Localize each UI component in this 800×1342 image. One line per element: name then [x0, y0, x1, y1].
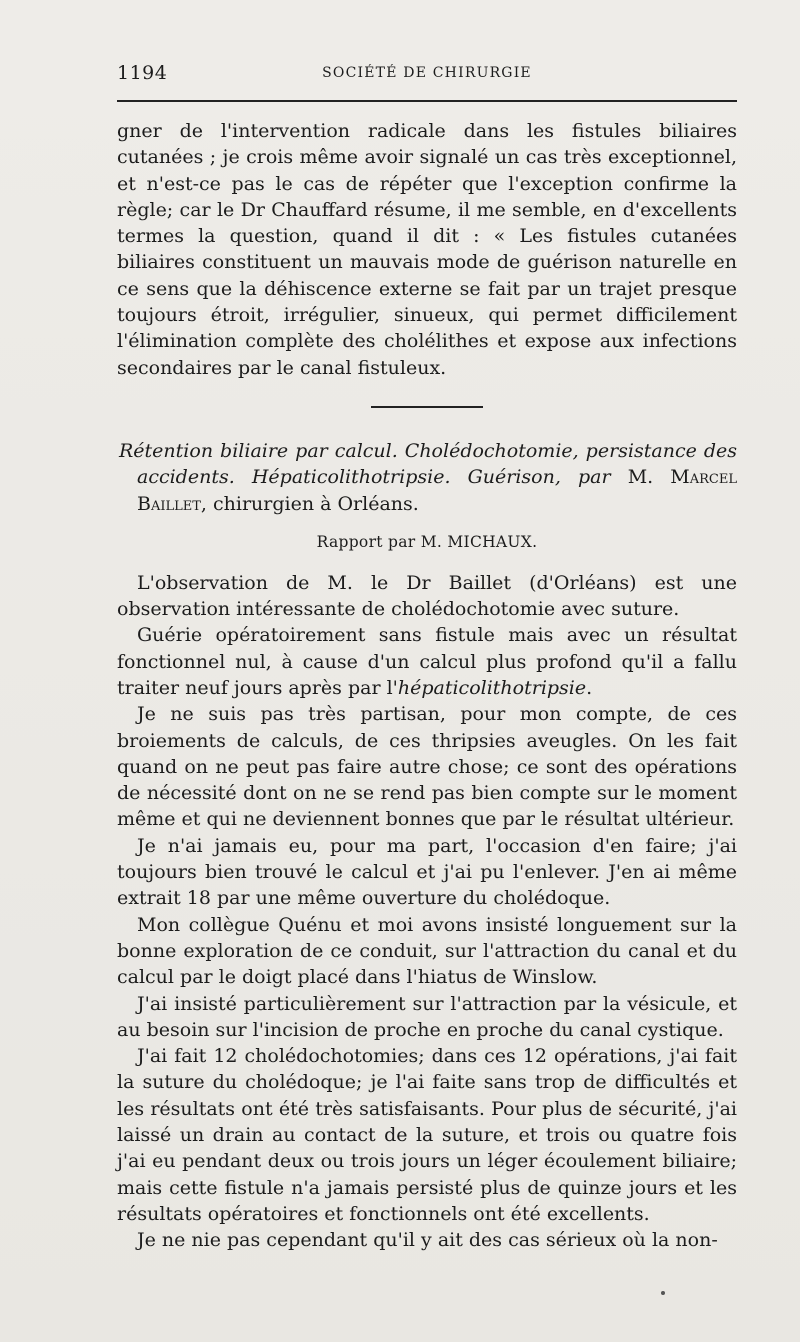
paper-speck — [661, 1291, 665, 1295]
paragraph-5: Mon collègue Quénu et moi avons insisté longuement sur la bonne exploration de ce conduit, sur l'attraction du canal et du calcul par le doigt placé dans l'hiatus de Winslow. — [117, 913, 737, 989]
rapport-line: Rapport par M. MICHAUX. — [316, 533, 538, 552]
article-title — [117, 438, 737, 518]
paragraph-7: J'ai fait 12 cholédochotomies; dans ces 12 opérations, j'ai fait la suture du cholédoque; je l'ai faite sans trop de difficultés et les résultats ont été très satisfaisants. Pour plus de sécurité, j'ai laissé un drain au contact de la suture, et trois ou quatre fois j'ai eu pendant deux ou trois jours un léger écoulement biliaire; mais cette fistule n'a jamais persisté plus de quinze jours et les résultats opératoires et fonctionnels ont été excellents. — [117, 1045, 737, 1225]
paragraph-6: J'ai insisté particulièrement sur l'attraction par la vésicule, et au besoin sur l'incision de proche en proche du canal cystique. — [117, 992, 737, 1041]
author-name: Marcel Baillet, — [137, 466, 737, 515]
intro-paragraph: gner de l'intervention radicale dans les fistules biliaires cutanées ; je crois même avoir signalé un cas très exceptionnel, et n'est-ce pas le cas de répéter que l'exception confirme la règle; car le Dr Chauffard résume, il me semble, en d'excellents termes la question, quand il dit : « Les fistules cutanées biliaires constituent un mauvais mode de guérison naturelle en ce sens que la déhiscence externe se fait par un trajet presque toujours étroit, irrégulier, sinueux, qui permet difficilement l'élimination complète des cholélithes et expose aux infections secondaires par le canal fistuleux. — [117, 120, 737, 379]
body-text — [117, 118, 737, 1253]
paragraph-2-italic: hépaticolithotripsie — [397, 676, 587, 699]
author-prefix: M. — [627, 466, 654, 489]
page-number: 1194 — [117, 62, 168, 84]
article-title-par: par — [578, 466, 611, 489]
header-rule — [117, 100, 737, 102]
paragraph-3: Je ne suis pas très partisan, pour mon compte, de ces broiements de calculs, de ces thripsies aveugles. On les fait quand on ne peut pas faire autre chose; ce sont des opérations de nécessité dont on ne se rend pas bien compte sur le moment même et qui ne deviennent bonnes que par le résultat ultérieur. — [117, 703, 737, 831]
running-head: SOCIÉTÉ DE CHIRURGIE — [322, 65, 532, 81]
paragraph-1: L'observation de M. le Dr Baillet (d'Orléans) est une observation intéressante de cholédochotomie avec suture. — [117, 571, 737, 621]
paragraph-2-end: . — [586, 676, 593, 699]
paragraph-4: Je n'ai jamais eu, pour ma part, l'occasion d'en faire; j'ai toujours bien trouvé le calcul et j'ai pu l'enlever. J'en ai même extrait 18 par une même ouverture du cholédoque. — [117, 834, 737, 910]
article-title-text: Rétention biliaire par calcul. Cholédochotomie, persistance des accidents. Hépaticolithotripsie. Guérison, — [119, 439, 737, 489]
paragraph-2 — [117, 622, 737, 701]
page-header — [117, 62, 737, 88]
paragraph-2-start: Guérie opératoirement sans fistule mais avec un résultat fonctionnel nul, à cause d'un calcul plus profond qu'il a fallu traiter neuf jours après par l' — [117, 624, 737, 699]
section-separator — [371, 406, 483, 408]
paragraph-8: Je ne nie pas cependant qu'il y ait des cas sérieux où la non- — [137, 1229, 718, 1252]
author-place: chirurgien à Orléans. — [213, 492, 419, 515]
